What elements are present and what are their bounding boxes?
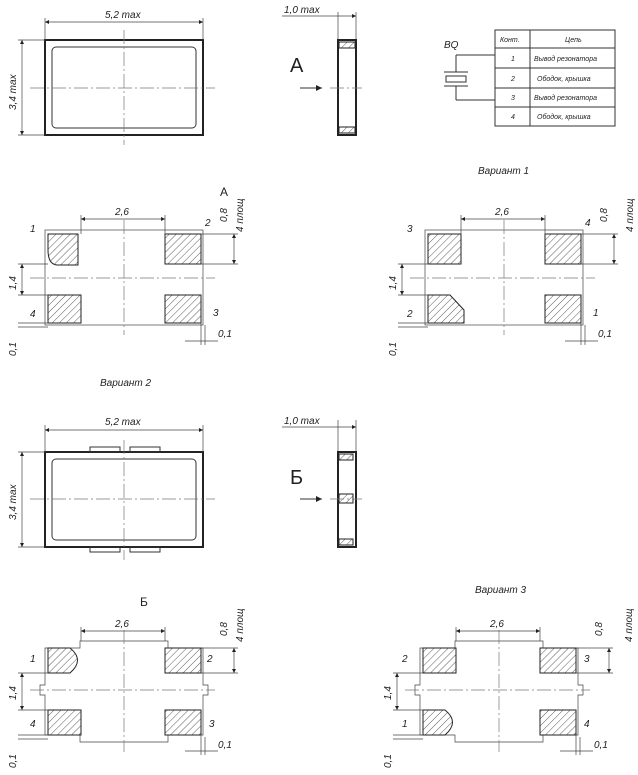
pin-label: 2 bbox=[207, 654, 213, 665]
view-a-label: А bbox=[290, 55, 304, 77]
table-row-pin: 3 bbox=[511, 95, 515, 102]
pin-label: 1 bbox=[30, 654, 36, 665]
pin-label: 4 bbox=[585, 218, 591, 229]
pin-label: 4 bbox=[30, 309, 36, 320]
dim-thickness-max: 1,0 max bbox=[284, 416, 320, 427]
pin-label: 4 bbox=[584, 719, 590, 730]
dim-pad-w: 0,8 bbox=[219, 622, 230, 636]
dim-gap: 0,1 bbox=[388, 342, 399, 356]
dim-pitch-y: 1,4 bbox=[8, 276, 19, 290]
table-row-pin: 2 bbox=[511, 76, 515, 83]
pin-label: 1 bbox=[402, 719, 408, 730]
pin-label: 3 bbox=[209, 719, 215, 730]
table-head-net: Цепь bbox=[565, 37, 582, 44]
dim-gap: 0,1 bbox=[218, 740, 232, 751]
dim-width-max: 5,2 max bbox=[105, 417, 141, 428]
dim-gap: 0,1 bbox=[594, 740, 608, 751]
table-row-net: Ободок, крышка bbox=[537, 114, 591, 121]
dim-gap: 0,1 bbox=[8, 342, 19, 356]
variant-2-label: Вариант 2 bbox=[100, 378, 152, 389]
dim-pad-area: 4 площ bbox=[625, 198, 636, 232]
dim-pitch-x: 2,6 bbox=[490, 619, 504, 630]
component-ref: BQ bbox=[444, 40, 459, 51]
pin-label: 3 bbox=[407, 224, 413, 235]
dim-pad-w: 0,8 bbox=[594, 622, 605, 636]
footprint-variant-3-alt bbox=[383, 608, 635, 768]
table-row-pin: 1 bbox=[511, 56, 515, 63]
footprint-variant-1-alt bbox=[388, 198, 636, 356]
dim-pad-area: 4 площ bbox=[235, 198, 246, 232]
pin-label: 3 bbox=[213, 308, 219, 319]
view-b-small-label: Б bbox=[140, 595, 148, 609]
package-top-view-a bbox=[8, 10, 215, 145]
dim-pitch-y: 1,4 bbox=[383, 686, 394, 700]
pin-table bbox=[495, 30, 615, 126]
table-row-net: Вывод резонатора bbox=[534, 95, 597, 102]
dim-pitch-x: 2,6 bbox=[115, 207, 129, 218]
pin-label: 2 bbox=[402, 654, 408, 665]
dim-pitch-x: 2,6 bbox=[115, 619, 129, 630]
dim-gap: 0,1 bbox=[598, 329, 612, 340]
dim-height-max: 3,4 max bbox=[8, 74, 19, 110]
dim-pad-area: 4 площ bbox=[624, 608, 635, 642]
table-row-net: Вывод резонатора bbox=[534, 56, 597, 63]
pin-label: 2 bbox=[205, 218, 211, 229]
schematic bbox=[444, 40, 495, 100]
pin-label: 2 bbox=[407, 309, 413, 320]
dim-gap: 0,1 bbox=[383, 754, 394, 768]
pin-label: 3 bbox=[584, 654, 590, 665]
dim-pad-w: 0,8 bbox=[219, 208, 230, 222]
dim-pitch-x: 2,6 bbox=[495, 207, 509, 218]
table-row-pin: 4 bbox=[511, 114, 515, 121]
package-side-view-a bbox=[282, 5, 362, 135]
package-side-view-b bbox=[282, 416, 362, 547]
view-a-small-label: А bbox=[220, 185, 229, 199]
pin-label: 1 bbox=[30, 224, 36, 235]
footprint-variant-1 bbox=[8, 185, 246, 356]
dim-thickness-max: 1,0 max bbox=[284, 5, 320, 16]
dim-pad-w: 0,8 bbox=[599, 208, 610, 222]
pin-label: 1 bbox=[593, 308, 599, 319]
dim-gap: 0,1 bbox=[218, 329, 232, 340]
dim-pitch-y: 1,4 bbox=[388, 276, 399, 290]
dim-pitch-y: 1,4 bbox=[8, 686, 19, 700]
table-row-net: Ободок, крышка bbox=[537, 76, 591, 83]
view-b-label: Б bbox=[290, 467, 304, 489]
dim-pad-area: 4 площ bbox=[235, 608, 246, 642]
variant-1-label: Вариант 1 bbox=[478, 166, 530, 177]
dim-height-max: 3,4 max bbox=[8, 484, 19, 520]
table-head-contact: Конт. bbox=[500, 37, 520, 44]
pin-label: 4 bbox=[30, 719, 36, 730]
footprint-variant-3 bbox=[8, 608, 246, 768]
dim-width-max: 5,2 max bbox=[105, 10, 141, 21]
dim-gap: 0,1 bbox=[8, 754, 19, 768]
package-top-view-b bbox=[8, 417, 215, 560]
variant-3-label: Вариант 3 bbox=[475, 585, 527, 596]
